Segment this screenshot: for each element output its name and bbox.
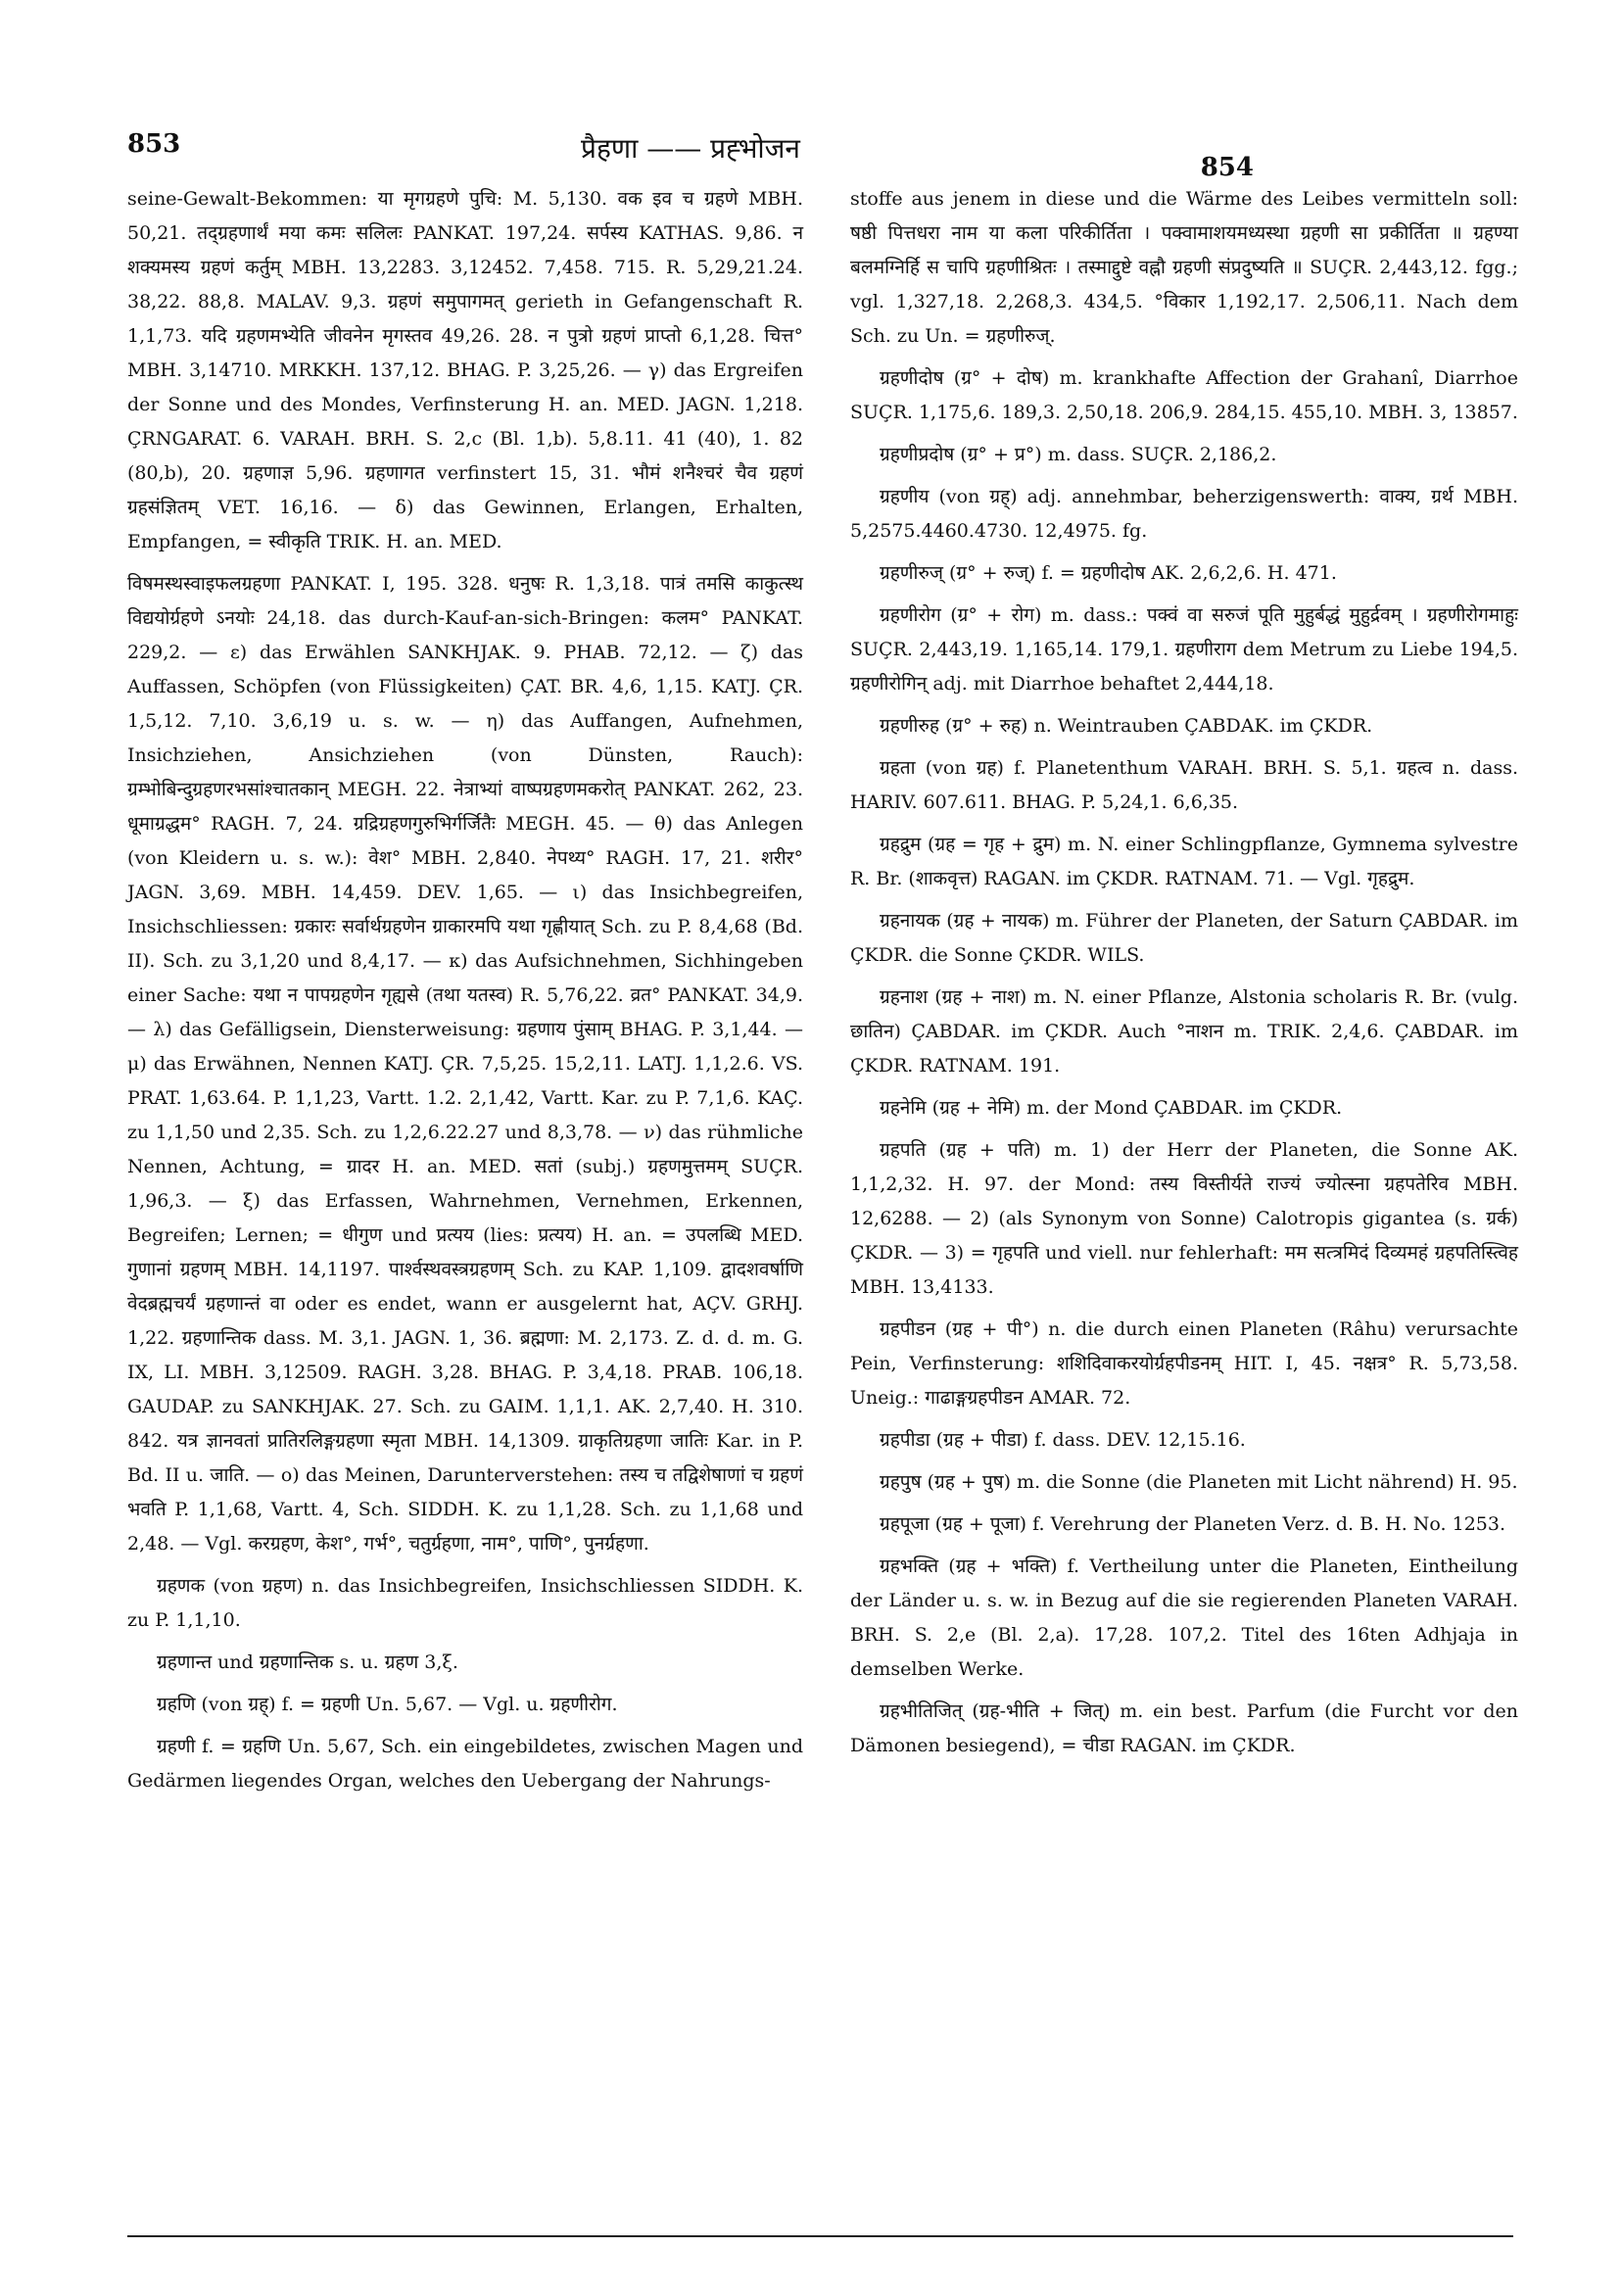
entry-paragraph: ग्रहनेमि (ग्रह + नेमि) m. der Mond ÇABDAR. im ÇKDR. <box>880 1097 1343 1119</box>
entry-paragraph: ग्रहपुष (ग्रह + पुष) m. die Sonne (die Planeten mit Licht nährend) H. 95. <box>880 1471 1518 1493</box>
left-column <box>127 182 803 1806</box>
entry-paragraph: seine-Gewalt-Bekommen: या मृगग्रहणे पुचि: M. 5,130. वक इव च ग्रहणे MBH. 50,21. तद्ग्रहणार्थं मया कमः सलिलः PANKAT. 197,24. सर्पस्य KATHAS. 9,86. न शक्यमस्य ग्रहणं कर्तुम् MBH. 13,2283. 3,12452. 7,458. 715. R. 5,29,21.24. 38,22. 88,8. MALAV. 9,3. ग्रहणं समुपागमत् gerieth in Gefangenschaft R. 1,1,73. यदि ग्रहणमभ्येति जीवनेन मृगस्तव 49,26. 28. न पुत्रो ग्रहणं प्राप्तो 6,1,28. चित्त° MBH. 3,14710. MRKKH. 137,12. BHAG. P. 3,25,26. — γ) das Ergreifen der Sonne und des Mondes, Verfinsterung H. an. MED. JAGN. 1,218. ÇRNGARAT. 6. VARAH. BRH. S. 2,c (Bl. 1,b). 5,8.11. 41 (40), 1. 82 (80,b), 20. ग्रहणाज्ञ 5,96. ग्रहणागत verfinstert 15, 31. भौमं शनैश्चरं चैव ग्रहणं ग्रहसंज्ञितम् VET. 16,16. — δ) das Gewinnen, Erlangen, Erhalten, Empfangen, = स्वीकृति TRIK. H. an. MED. <box>127 188 803 552</box>
entry-paragraph: ग्रहणान्त und ग्रहणान्तिक s. u. ग्रहण 3,ξ. <box>157 1651 458 1673</box>
entry-paragraph: ग्रहद्रुम (ग्रह = गृह + द्रुम) m. N. einer Schlingpflanze, Gymnema sylvestre R. Br. (शाकवृत्त) RAGAN. im ÇKDR. RATNAM. 71. — Vgl. गृहद्रुम. <box>850 834 1518 889</box>
entry-paragraph: ग्रहनाश (ग्रह + नाश) m. N. einer Pflanze, Alstonia scholaris R. Br. (vulg. छातिन) ÇABDAR. im ÇKDR. Auch °नाशन m. TRIK. 2,4,6. ÇABDAR. im ÇKDR. RATNAM. 191. <box>850 986 1518 1076</box>
page-number-right: 854 <box>1200 153 1254 182</box>
footer-rule <box>127 2235 1513 2237</box>
entry-paragraph: ग्रहपति (ग्रह + पति) m. 1) der Herr der Planeten, die Sonne AK. 1,1,2,32. H. 97. der Mond: तस्य विस्तीर्यते राज्यं ज्योत्स्ना ग्रहपतेरिव MBH. 12,6288. — 2) (als Synonym von Sonne) Calotropis gigantea (s. ग्रर्क) ÇKDR. — 3) = गृहपति und viell. nur fehlerhaft: मम सत्त्रमिदं दिव्यमहं ग्रहपतिस्त्विह MBH. 13,4133. <box>850 1139 1518 1298</box>
running-title: प्रैहणा —— प्रह्भोजन <box>581 132 800 165</box>
entry-paragraph: ग्रहपूजा (ग्रह + पूजा) f. Verehrung der Planeten Verz. d. B. H. No. 1253. <box>880 1513 1505 1535</box>
entry-paragraph: ग्रहणि (von ग्रह्) f. = ग्रहणी Un. 5,67. — Vgl. u. ग्रहणीरोग. <box>157 1694 618 1715</box>
entry-paragraph: ग्रहपीडा (ग्रह + पीडा) f. dass. DEV. 12,15.16. <box>880 1429 1246 1451</box>
entry-paragraph: ग्रहणीप्रदोष (ग्र° + प्र°) m. dass. SUÇR. 2,186,2. <box>880 444 1277 465</box>
entry-paragraph: ग्रहभक्ति (ग्रह + भक्ति) f. Vertheilung unter die Planeten, Eintheilung der Länder u. s. w. in Bezug auf die sie regierenden Planeten VARAH. BRH. S. 2,e (Bl. 2,a). 17,28. 107,2. Titel des 16ten Adhjaja in demselben Werke. <box>850 1555 1518 1680</box>
entry-paragraph: ग्रहणी f. = ग्रहणि Un. 5,67, Sch. ein eingebildetes, zwischen Magen und Gedärmen liegendes Organ, welches den Uebergang der Nahrungs- <box>127 1736 803 1792</box>
entry-paragraph: ग्रहता (von ग्रह) f. Planetenthum VARAH. BRH. S. 5,1. ग्रहत्व n. dass. HARIV. 607.611. BHAG. P. 5,24,1. 6,6,35. <box>850 757 1518 813</box>
entry-paragraph: ग्रहणीरुह (ग्र° + रुह) n. Weintrauben ÇABDAK. im ÇKDR. <box>880 715 1373 737</box>
entry-paragraph: ग्रहणीरुज् (ग्र° + रुज्) f. = ग्रहणीदोष AK. 2,6,2,6. H. 471. <box>880 562 1337 584</box>
entry-paragraph: ग्रहणीय (von ग्रह्) adj. annehmbar, beherzigenswerth: वाक्य, ग्रर्थ MBH. 5,2575.4460.4730. 12,4975. fg. <box>850 486 1518 542</box>
page-number-left: 853 <box>127 129 181 159</box>
entry-paragraph: ग्रहणीरोग (ग्र° + रोग) m. dass.: पक्वं वा सरुजं पूति मुहुर्बद्धं मुहुर्द्रवम् । ग्रहणीरोगमाहुः SUÇR. 2,443,19. 1,165,14. 179,1. ग्रहणीराग dem Metrum zu Liebe 194,5. ग्रहणीरोगिन् adj. mit Diarrhoe behaftet 2,444,18. <box>850 604 1518 694</box>
entry-paragraph: ग्रहपीडन (ग्रह + पी°) n. die durch einen Planeten (Râhu) verursachte Pein, Verfinsterung: शशिदिवाकरयोर्ग्रहपीडनम् HIT. I, 45. नक्षत्र° R. 5,73,58. Uneig.: गाढाङ्गग्रहपीडन AMAR. 72. <box>850 1318 1518 1409</box>
entry-paragraph: ग्रहणक (von ग्रहण) n. das Insichbegreifen, Insichschliessen SIDDH. K. zu P. 1,1,10. <box>127 1575 803 1631</box>
entry-paragraph: ग्रहभीतिजित् (ग्रह-भीति + जित्) m. ein best. Parfum (die Furcht vor den Dämonen besiegend), = चीडा RAGAN. im ÇKDR. <box>850 1700 1518 1756</box>
right-column <box>850 182 1518 1771</box>
page-header <box>127 116 1254 182</box>
entry-paragraph: ग्रहनायक (ग्रह + नायक) m. Führer der Planeten, der Saturn ÇABDAR. im ÇKDR. die Sonne ÇKDR. WILS. <box>850 910 1518 966</box>
entry-paragraph: ग्रहणीदोष (ग्र° + दोष) m. krankhafte Affection der Grahanî, Diarrhoe SUÇR. 1,175,6. 189,3. 2,50,18. 206,9. 284,15. 455,10. MBH. 3, 13857. <box>850 367 1518 423</box>
entry-paragraph: विषमस्थस्वाइफलग्रहणा PANKAT. I, 195. 328. धनुषः R. 1,3,18. पात्रं तमसि काकुत्स्थ विद्ययोर्ग्रहणे ऽनयोः 24,18. das durch-Kauf-an-sich-Bringen: कलम° PANKAT. 229,2. — ε) das Erwählen SANKHJAK. 9. PHAB. 72,12. — ζ) das Auffassen, Schöpfen (von Flüssigkeiten) ÇAT. BR. 4,6, 1,15. KATJ. ÇR. 1,5,12. 7,10. 3,6,19 u. s. w. — η) das Auffangen, Aufnehmen, Insichziehen, Ansichziehen (von Dünsten, Rauch): ग्रम्भोबिन्दुग्रहणरभसांश्चातकान् MEGH. 22. नेत्राभ्यां वाष्पग्रहणमकरोत् PANKAT. 262, 23. धूमाग्रद्धम° RAGH. 7, 24. ग्रद्रिग्रहणगुरुभिर्गर्जितैः MEGH. 45. — θ) das Anlegen (von Kleidern u. s. w.): वेश° MBH. 2,840. नेपथ्य° RAGH. 17, 21. शरीर° JAGN. 3,69. MBH. 14,459. DEV. 1,65. — ι) das Insichbegreifen, Insichschliessen: ग्रकारः सर्वार्थग्रहणेन ग्राकारमपि यथा गृह्णीयात् Sch. zu P. 8,4,68 (Bd. II). Sch. zu 3,1,20 und 8,4,17. — κ) das Aufsichnehmen, Sichhingeben einer Sache: यथा न पापग्रहणेन गृह्यसे (तथा यतस्व) R. 5,76,22. व्रत° PANKAT. 34,9. — λ) das Gefälligsein, Diensterweisung: ग्रहणाय पुंसाम् BHAG. P. 3,1,44. — μ) das Erwähnen, Nennen KATJ. ÇR. 7,5,25. 15,2,11. LATJ. 1,1,2.6. VS. PRAT. 1,63.64. P. 1,1,23, Vartt. 1.2. 2,1,42, Vartt. Kar. zu P. 7,1,6. KAÇ. zu 1,1,50 und 2,35. Sch. zu 1,2,6.22.27 und 8,3,78. — ν) das rühmliche Nennen, Achtung, = ग्रादर H. an. MED. सतां (subj.) ग्रहणमुत्तमम् SUÇR. 1,96,3. — ξ) das Erfassen, Wahrnehmen, Vernehmen, Erkennen, Begreifen; Lernen; = धीगुण und प्रत्यय (lies: प्रत्यय) H. an. = उपलब्धि MED. गुणानां ग्रहणम् MBH. 14,1197. पार्श्वस्थवस्त्रग्रहणम् Sch. zu KAP. 1,109. द्वादशवर्षाणि वेदब्रह्मचर्यं ग्रहणान्तं वा oder es endet, wann er ausgelernt hat, AÇV. GRHJ. 1,22. ग्रहणान्तिक dass. M. 3,1. JAGN. 1, 36. ब्रह्मणा: M. 2,173. Z. d. d. m. G. IX, LI. MBH. 3,12509. RAGH. 3,28. BHAG. P. 3,4,18. PRAB. 106,18. GAUDAP. zu SANKHJAK. 27. Sch. zu GAIM. 1,1,1. AK. 2,7,40. H. 310. 842. यत्र ज्ञानवतां प्रातिरलिङ्गग्रहणा स्मृता MBH. 14,1309. ग्राकृतिग्रहणा जातिः Kar. in P. Bd. II u. जाति. — ο) das Meinen, Darunterverstehen: तस्य च तद्विशेषाणां च ग्रहणं भवति P. 1,1,68, Vartt. 4, Sch. SIDDH. K. zu 1,1,28. Sch. zu 1,1,68 und 2,48. — Vgl. करग्रहण, केश°, गर्भ°, चतुर्ग्रहणा, नाम°, पाणि°, पुनर्ग्रहणा. <box>127 573 803 1555</box>
entry-paragraph: stoffe aus jenem in diese und die Wärme des Leibes vermitteln soll: षष्ठी पित्तधरा नाम या कला परिकीर्तिता । पक्वामाशयमध्यस्था ग्रहणी सा प्रकीर्तिता ॥ ग्रहण्या बलमग्निर्हि स चापि ग्रहणीश्रितः । तस्माद्दुष्टे वह्नौ ग्रहणी संप्रदुष्यति ॥ SUÇR. 2,443,12. fgg.; vgl. 1,327,18. 2,268,3. 434,5. °विकार 1,192,17. 2,506,11. Nach dem Sch. zu Un. = ग्रहणीरुज्. <box>850 188 1518 347</box>
